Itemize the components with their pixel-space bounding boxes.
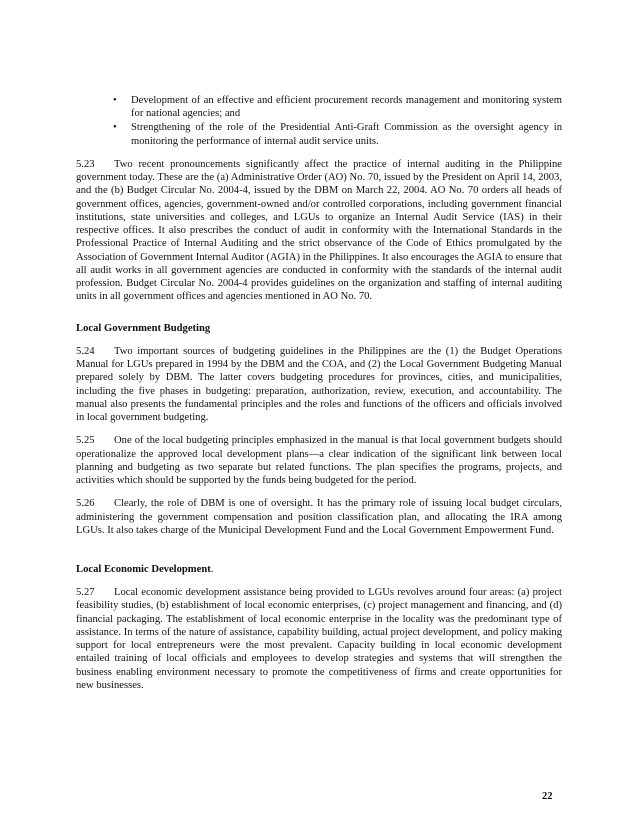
paragraph-number: 5.25 (76, 435, 95, 447)
page-number: 22 (542, 791, 553, 802)
section-heading-budgeting: Local Government Budgeting (76, 322, 211, 334)
paragraph-number: 5.27 (76, 587, 95, 599)
paragraph-5-26 (76, 497, 562, 537)
paragraph-number: 5.23 (76, 158, 95, 170)
list-item (76, 121, 562, 147)
bullet-icon: • (113, 122, 117, 134)
section-heading-text: Local Economic Development (76, 564, 211, 576)
bullet-icon: • (113, 95, 117, 106)
document-page (76, 94, 562, 702)
paragraph-text: Clearly, the role of DBM is one of oversight. It has the primary role of issuing local budget circulars, administering the government compensation and position classification plan, and allocating the IRA among LGUs. It also takes charge of the Municipal Development Fund and the Local Government Empowerment Fund. (76, 498, 562, 536)
bullet-text: Development of an effective and efficient procurement records management and monitoring system for national agencies; and (131, 95, 562, 120)
section-heading-economic (76, 563, 562, 576)
paragraph-5-25 (76, 434, 562, 487)
paragraph-text: Two important sources of budgeting guidelines in the Philippines are the (1) the Budget Operations Manual for LGUs prepared in 1994 by the DBM and the COA, and (2) the Local Government Budgeting Manual prepared solely by DBM. The latter covers budgeting procedures for provinces, cities, and municipalities, including the five phases in budgeting: preparation, authorization, review, execution, and accountability. The manual also presents the fundamental principles and the roles and functions of the officers and officials involved in local government budgeting. (76, 345, 562, 424)
bullet-list (76, 94, 562, 148)
paragraph-text: Local economic development assistance being provided to LGUs revolves around four areas: (a) project feasibility studies, (b) establishment of local economic enterprises, (c) project management and financing, and (d) financial packaging. The establishment of local economic enterprise in the locality was the predominant type of assistance. In terms of the nature of assistance, capability building, actual project development, and policy making support for local entrepreneurs were the most prevalent. Capacity building in local economic development entailed training of local officials and employees to develop strategies and systems that will strengthen the business enabling environment necessary to promote the competitiveness of firms and create opportunities for new businesses. (76, 587, 562, 691)
list-item (76, 94, 562, 120)
paragraph-text: One of the local budgeting principles emphasized in the manual is that local government budgets should operationalize the approved local development plans—a clear indication of the significant link between local planning and budgeting as two separate but related functions. The plan specifies the programs, projects, and activities which should be supported by the funds being budgeted for the period. (76, 435, 562, 487)
bullet-text: Strengthening of the role of the Presidential Anti-Graft Commission as the oversight agency in monitoring the performance of internal audit service units. (131, 122, 562, 147)
paragraph-5-24 (76, 345, 562, 425)
paragraph-5-23 (76, 158, 562, 304)
paragraph-text: Two recent pronouncements significantly affect the practice of internal auditing in the Philippine government today. These are the (a) Administrative Order (AO) No. 70, issued by the President on April 14, 2003, and the (b) Budget Circular No. 2004-4, issued by the DBM on March 22, 2004. AO No. 70 orders all heads of government offices, agencies, government-owned and/or controlled corporations, including government financial institutions, state universities and colleges, and LGUs to organize an Internal Audit Service (IAS) in their respective offices. It also prescribes the conduct of audit in conformity with the International Standards in the Professional Practice of Internal Auditing and the strict observance of the Code of Ethics promulgated by the Association of Government Internal Auditor (AGIA) in the Philippines. It also encourages the AGIA to ensure that all audit works in all government agencies are conducted in conformity with the standards of the internal audit profession. Budget Circular No. 2004-4 provides guidelines on the organization and staffing of internal auditing units in all government offices and agencies mentioned in AO No. 70. (76, 158, 562, 303)
heading-period: . (210, 564, 214, 576)
paragraph-number: 5.24 (76, 345, 95, 357)
paragraph-number: 5.26 (76, 498, 95, 510)
paragraph-5-27 (76, 586, 562, 692)
